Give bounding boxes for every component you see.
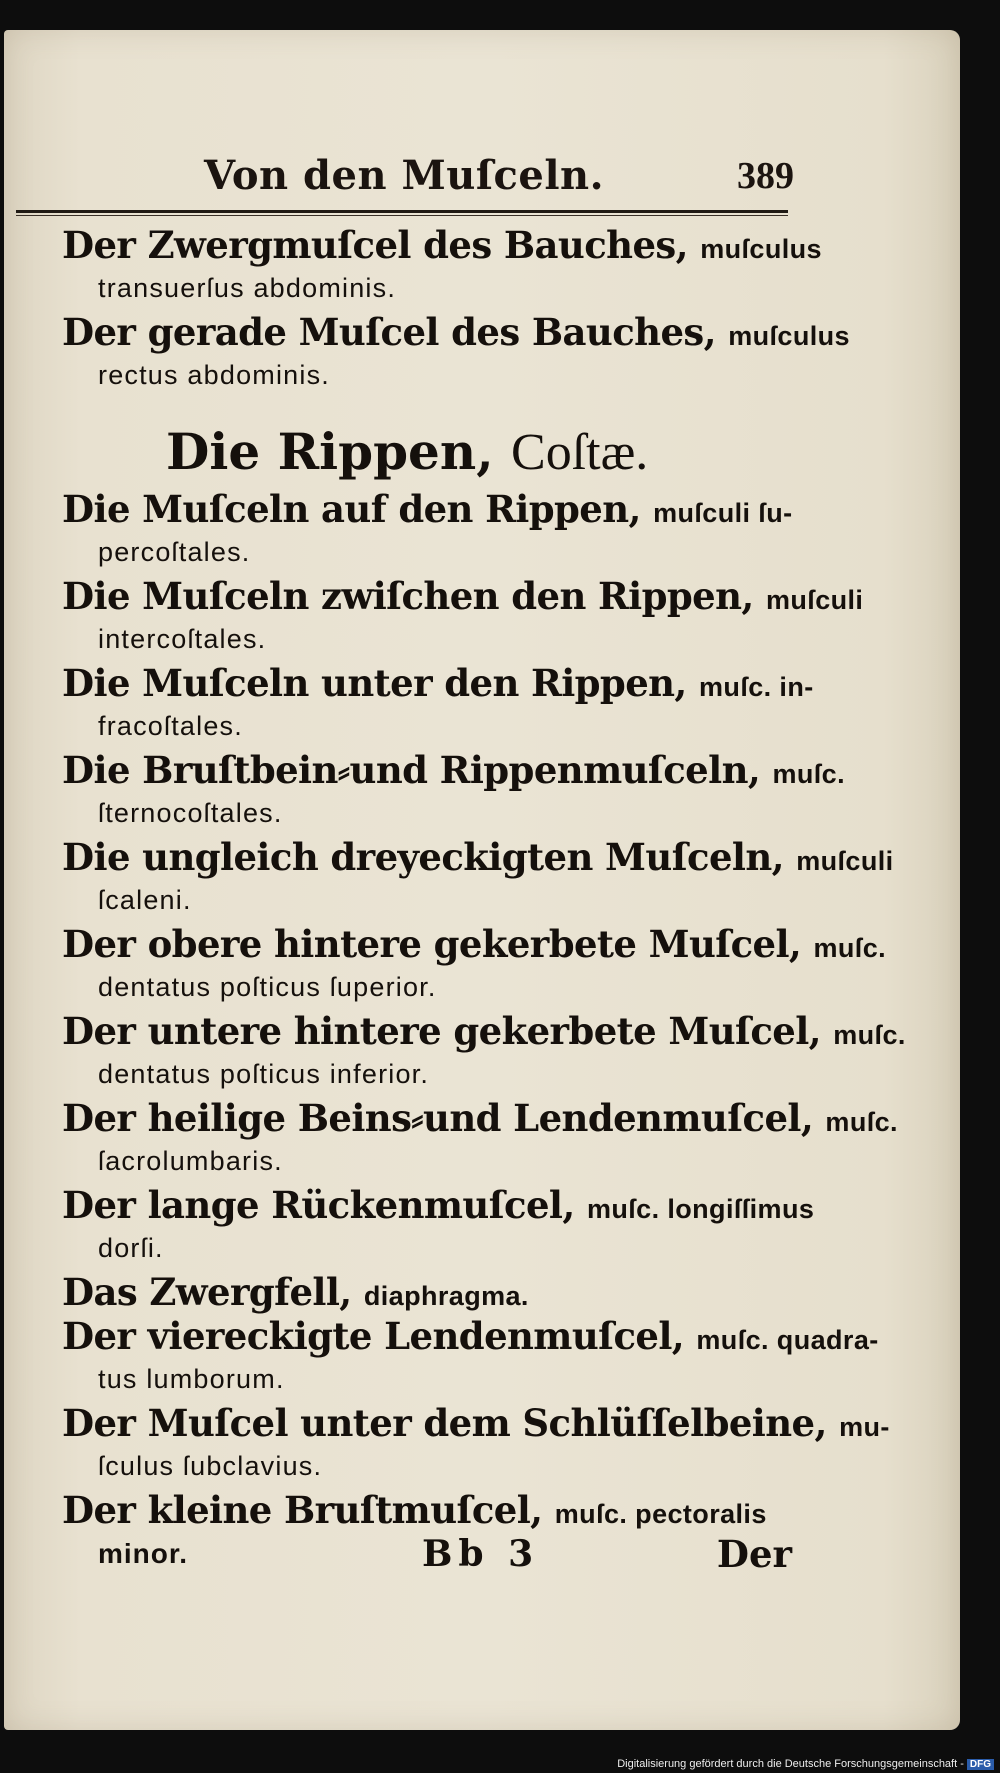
latin-continuation: transuerſus abdominis. (98, 273, 397, 303)
latin-continuation: fracoſtales. (98, 711, 243, 741)
list-item (62, 835, 894, 922)
latin-continuation: dentatus poſticus ſuperior. (98, 972, 437, 1002)
list-item (62, 223, 822, 310)
german-term: Der Muſcel unter dem Schlüſſelbeine, (62, 1401, 827, 1445)
german-term: Der kleine Bruſtmuſcel, (62, 1488, 543, 1532)
list-item (62, 1314, 879, 1401)
section-title-latin: Coſtæ. (511, 424, 649, 481)
page-header (144, 152, 794, 202)
list-item (62, 1401, 890, 1488)
book-page (4, 30, 960, 1730)
latin-continuation: minor. (98, 1538, 189, 1569)
page-footer (62, 1532, 792, 1576)
list-item (62, 487, 792, 574)
german-term: Der lange Rückenmuſcel, (62, 1183, 575, 1227)
signature-mark: Bb 3 (422, 1533, 540, 1575)
digitization-credit (617, 1758, 994, 1770)
list-item (62, 1270, 792, 1314)
page-body (62, 223, 906, 1576)
german-term: Die Muſceln auf den Rippen, (62, 487, 641, 531)
latin-term: muſc. longiſſimus (586, 1194, 815, 1224)
header-rule (16, 210, 788, 213)
latin-term: muſc. in- (699, 672, 814, 702)
latin-term: muſc. (813, 933, 887, 963)
credit-text: Digitalisierung gefördert durch die Deutsche Forschungsgemeinschaft - (617, 1758, 964, 1770)
section-title-german: Die Rippen, (166, 422, 494, 481)
german-term: Der untere hintere gekerbete Muſcel, (62, 1009, 821, 1053)
latin-continuation: tus lumborum. (98, 1364, 285, 1394)
german-term: Die Bruſtbein⸗und Rippenmuſceln, (62, 748, 761, 792)
list-item (62, 922, 887, 1009)
page-number: 389 (737, 155, 794, 197)
latin-continuation: ſacrolumbaris. (98, 1146, 283, 1176)
latin-term: diaphragma. (363, 1281, 529, 1311)
dfg-logo: DFG (967, 1759, 994, 1770)
german-term: Die Muſceln zwiſchen den Rippen, (62, 574, 754, 618)
running-head: Von den Muſceln. (204, 152, 605, 199)
catchword: Der (716, 1532, 792, 1576)
latin-term: muſc. pectoralis (554, 1499, 767, 1529)
german-term: Der heilige Beins⸗und Lendenmuſcel, (62, 1096, 814, 1140)
list-item (62, 1096, 898, 1183)
header-rule-thin (16, 215, 788, 216)
german-term: Der Zwergmuſcel des Bauches, (62, 223, 688, 267)
latin-continuation: ſcaleni. (98, 885, 192, 915)
latin-term: muſculi (796, 846, 894, 876)
latin-term: muſc. (833, 1020, 906, 1050)
latin-continuation: dentatus poſticus inferior. (98, 1059, 430, 1089)
list-item (62, 661, 814, 748)
latin-continuation: ſculus ſubclavius. (98, 1451, 323, 1481)
latin-continuation: intercoſtales. (98, 624, 267, 654)
latin-continuation: percoſtales. (98, 537, 251, 567)
latin-term: muſculus (700, 234, 822, 264)
latin-term: muſc. quadra- (696, 1325, 879, 1355)
latin-term: muſc. (772, 759, 845, 789)
list-item (62, 1009, 906, 1096)
list-item (62, 748, 845, 835)
latin-term: muſc. (825, 1107, 898, 1137)
latin-term: muſculus (728, 321, 850, 351)
latin-continuation: dorſi. (98, 1233, 164, 1263)
latin-continuation: rectus abdominis. (98, 360, 330, 390)
german-term: Der obere hintere gekerbete Muſcel, (62, 922, 802, 966)
german-term: Die Muſceln unter den Rippen, (62, 661, 687, 705)
german-term: Der viereckigte Lendenmuſcel, (62, 1314, 685, 1358)
section-heading (62, 419, 792, 485)
german-term: Der gerade Muſcel des Bauches, (62, 310, 716, 354)
latin-continuation: ſternocoſtales. (98, 798, 283, 828)
german-term: Das Zwergfell, (62, 1270, 352, 1314)
list-item (62, 310, 850, 397)
latin-term: mu- (839, 1412, 890, 1442)
latin-term: muſculi ſu- (653, 498, 793, 528)
latin-term: muſculi (766, 585, 864, 615)
german-term: Die ungleich dreyeckigten Muſceln, (62, 835, 784, 879)
list-item (62, 1183, 815, 1270)
list-item (62, 1488, 792, 1532)
list-item (62, 574, 864, 661)
